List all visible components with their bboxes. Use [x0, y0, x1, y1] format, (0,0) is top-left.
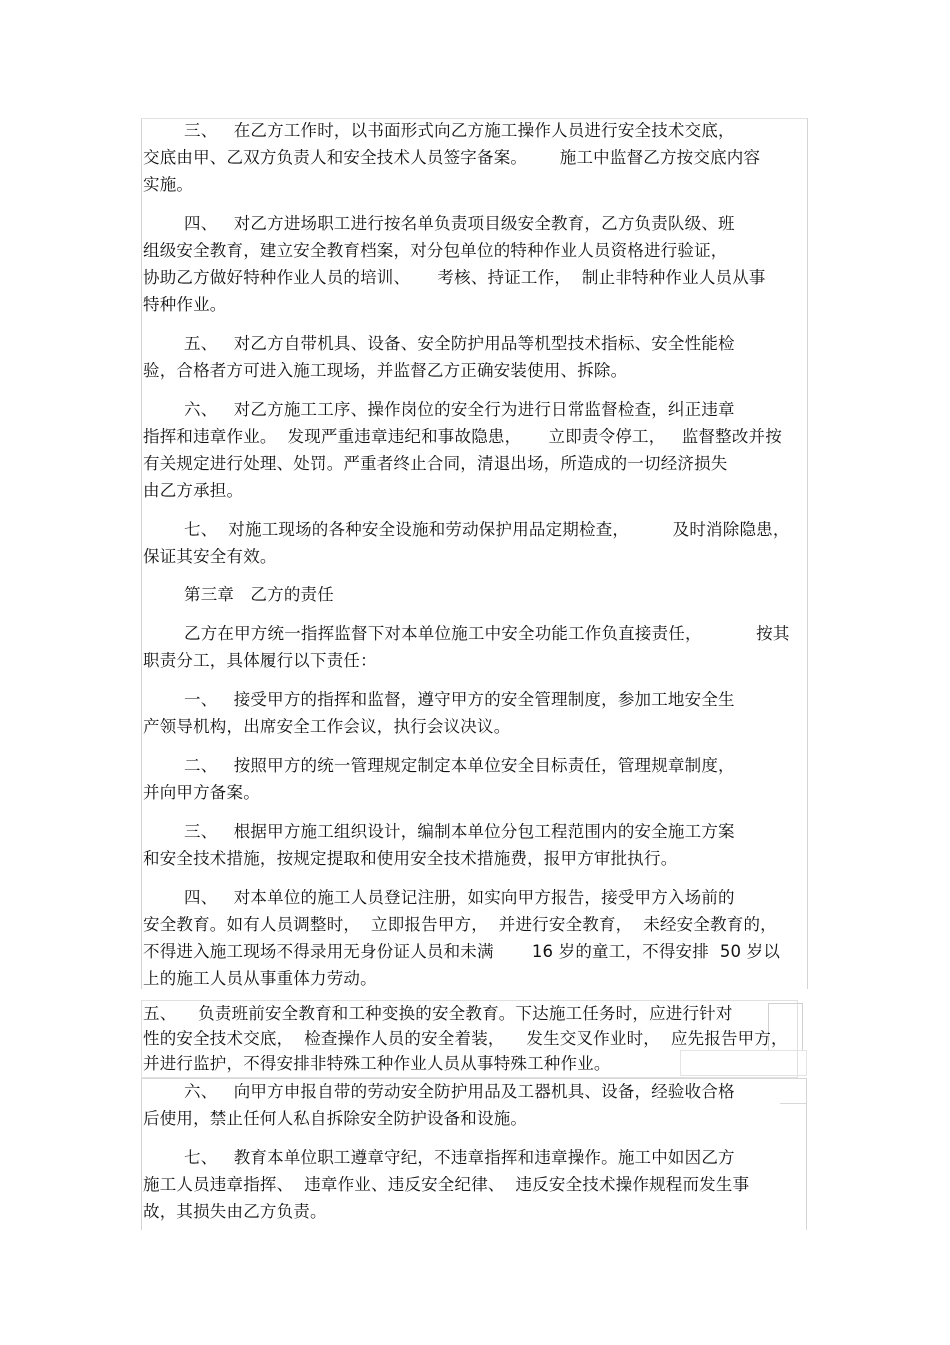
text-line: 由乙方承担。	[143, 481, 244, 500]
text-line: 上的施工人员从事重体力劳动。	[143, 969, 377, 988]
scan-box-item-6	[680, 1050, 807, 1076]
text-line: 七、 教育本单位职工遵章守纪，不违章指挥和违章操作。施工中如因乙方	[184, 1148, 735, 1167]
text-line: 组级安全教育，建立安全教育档案，对分包单位的特种作业人员资格进行验证，	[143, 241, 728, 260]
text-line: 不得进入施工现场不得录用无身份证人员和未满 16 岁的童工，不得安排 50 岁以	[143, 942, 781, 961]
text-line: 五、 对乙方自带机具、设备、安全防护用品等机型技术指标、安全性能检	[184, 334, 735, 353]
text-line: 实施。	[143, 175, 194, 194]
text-line: 施工人员违章指挥、 违章作业、违反安全纪律、 违反安全技术操作规程而发生事	[143, 1175, 750, 1194]
text-line: 乙方在甲方统一指挥监督下对本单位施工中安全功能工作负直接责任， 按其	[184, 624, 790, 643]
scan-edge-left	[141, 1078, 142, 1230]
scan-rule-1	[141, 1078, 806, 1079]
text-line: 四、 对本单位的施工人员登记注册，如实向甲方报告，接受甲方入场前的	[184, 888, 735, 907]
text-line: 二、 按照甲方的统一管理规定制定本单位安全目标责任，管理规章制度，	[184, 756, 735, 775]
text-line: 并进行监护，不得安排非特殊工种作业人员从事特殊工种作业。	[143, 1054, 611, 1073]
text-line: 职责分工，具体履行以下责任：	[143, 651, 377, 670]
chapter-heading: 第三章 乙方的责任	[184, 585, 334, 604]
text-line: 有关规定进行处理、处罚。严重者终止合同，清退出场，所造成的一切经济损失	[143, 454, 728, 473]
text-line: 一、 接受甲方的指挥和监督，遵守甲方的安全管理制度，参加工地安全生	[184, 690, 735, 709]
text-line: 交底由甲、乙双方负责人和安全技术人员签字备案。 施工中监督乙方按交底内容	[143, 148, 761, 167]
text-line: 验，合格者方可进入施工现场，并监督乙方正确安装使用、拆除。	[143, 361, 628, 380]
text-line: 七、 对施工现场的各种安全设施和劳动保护用品定期检查， 及时消除隐患，	[184, 520, 790, 539]
text-line: 安全教育。如有人员调整时， 立即报告甲方， 并进行安全教育， 未经安全教育的，	[143, 915, 777, 934]
text-line: 三、 根据甲方施工组织设计，编制本单位分包工程范围内的安全施工方案	[184, 822, 735, 841]
text-line: 三、 在乙方工作时，以书面形式向乙方施工操作人员进行安全技术交底，	[184, 121, 735, 140]
text-line: 五、 负责班前安全教育和工种变换的安全教育。下达施工任务时，应进行针对	[143, 1004, 733, 1023]
text-line: 六、 对乙方施工工序、操作岗位的安全行为进行日常监督检查，纠正违章	[184, 400, 735, 419]
scan-edge-right	[806, 1078, 807, 1230]
text-line: 保证其安全有效。	[143, 547, 277, 566]
text-line: 后使用，禁止任何人私自拆除安全防护设备和设施。	[143, 1109, 528, 1128]
text-line: 六、 向甲方申报自带的劳动安全防护用品及工器机具、设备，经验收合格	[184, 1082, 735, 1101]
text-line: 和安全技术措施，按规定提取和使用安全技术措施费，报甲方审批执行。	[143, 849, 678, 868]
text-line: 性的安全技术交底， 检查操作人员的安全着装， 发生交叉作业时， 应先报告甲方，	[143, 1029, 788, 1048]
scan-rule-2	[780, 1103, 806, 1104]
text-line: 并向甲方备案。	[143, 783, 260, 802]
text-line: 特种作业。	[143, 295, 227, 314]
text-line: 四、 对乙方进场职工进行按名单负责项目级安全教育，乙方负责队级、班	[184, 214, 735, 233]
text-line: 协助乙方做好特种作业人员的培训、 考核、持证工作， 制止非特种作业人员从事	[143, 268, 766, 287]
text-line: 产领导机构，出席安全工作会议，执行会议决议。	[143, 717, 511, 736]
text-line: 故，其损失由乙方负责。	[143, 1202, 327, 1221]
text-line: 指挥和违章作业。 发现严重违章违纪和事故隐患， 立即责令停工， 监督整改并按	[143, 427, 782, 446]
